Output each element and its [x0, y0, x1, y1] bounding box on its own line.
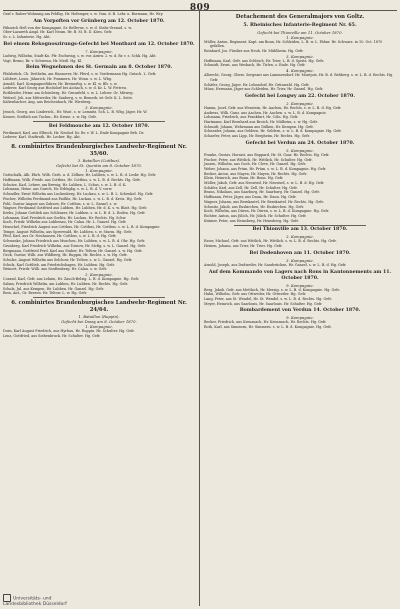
casualty-entry: Schwanke, Johann Friedrich aus Muschen, Hr. Lubben, s. w. L. B. d. Ohr. Hg. Gefr. — [3, 239, 146, 244]
entry-list — [3, 26, 195, 40]
casualty-entry: Münz, Hermann, Jäger aus Schleiden, Hr. Trier, Hr. Ganzel. Hg. Gefr. — [204, 87, 324, 92]
entry-list — [204, 73, 396, 92]
entry-list — [204, 288, 396, 307]
entry-list — [3, 72, 195, 105]
casualty-entry: Pfeil, Karl, aus Gr. Neuhausen, Hr. Cottbus, s. w. L. B. d. Hg. Gefr. — [3, 234, 117, 239]
casualty-entry: Weinert, Friedr. Wilh. aus Senftenberg. Hr. Calau. s. w. Gefr. — [3, 267, 107, 272]
battle-heading: Gefecht bei Dassy am 8. October 1870. — [61, 319, 137, 325]
entry-list — [204, 320, 396, 329]
casualty-entry: Kroner, Gottlieb aus Tuchm., Hr. Krone. s. w. Hg. Gefr. — [3, 114, 97, 119]
casualty-entry: Dorn, Karl August Friedrich, aus Hyrbau, Hr. Ruppin. Hr. Schulter. Hg. Gefr. — [3, 329, 135, 334]
casualty-entry: Vogt, Bruno, Br. v. Schwenn, Hr. Meiß. Hg. Kl. — [3, 58, 83, 63]
casualty-entry: Pohl, Gustav August aus Zahsow, Hr. Cottbus, s. w. L. Ganzel. s. w. — [3, 201, 118, 206]
casualty-entry: Conrad, Karl, Gefr. aus Lehnin, Hr. Zauch-Belzig. L. B. d. Kompagnie. Hg. Gefr. — [3, 277, 140, 282]
casualty-entry: Wagner, Johann, aus Bernkastel, Hr. Bernkastel. Hr. Rechts. Hg. Gefr. — [204, 199, 324, 204]
section-heading: Bei einem Rekognoszirungs-Gefecht bei Montbard am 12. October 1870. — [3, 41, 195, 47]
casualty-entry: Roth, Karl, aus Simmern, Hr. Simmern. s. w. L. B. d. Kompagnie. Hg. Gefr. — [204, 325, 332, 330]
entry-list — [3, 131, 195, 140]
casualty-entry: Ober-Lazareth Ampl. Hr. Karl Neum. Hr. B. M. B. D. Körn. Gefr. — [3, 30, 113, 35]
casualty-entry: Fischer, Wilhelm Ferdinand aus Fadlitz, Hr. Luckau. s. w. L. B. d. Kreis. Hg. Gefr. — [3, 196, 143, 201]
right-column — [204, 12, 396, 330]
casualty-entry: Braun, Nikolaus, aus Saarburg, Hr. Saarburg. Hr. Ganzel. Hg. Gefr. — [204, 190, 320, 195]
entry-list — [204, 106, 396, 139]
company-heading: 9. Kompagnie. — [286, 315, 314, 321]
casualty-entry: Schulze, August Wilhelm aus Selchow, Hr. Teltow, s. w. L. Ganzel. Hg. Gefr. — [3, 257, 133, 262]
casualty-entry: Bergmann, Gottfried Ferd. Karl aus Stuber, Hr. Teltow, Hr. Ganzel. s. w. Hg. Gefr. — [3, 248, 143, 253]
lead-entry: Graf v. Balzer-Wohnung am Feldbg. Hr. Hofemper, s. w. Vom. d. B. Lehr. u. Bormann, Hr. Wry. — [3, 12, 164, 16]
casualty-entry: Hoffmann, Karl, Gefr. aus Schleich, Hr. Trier, L. B. d. Spritz. Hg. Gefr. — [204, 58, 324, 63]
entry-list — [3, 54, 195, 63]
separator — [33, 121, 165, 122]
section-heading: Bei Feldmouche am 12. October 1870. — [48, 123, 150, 129]
casualty-entry: Schulz, Karl Gottlieb, am Friedrichshagen, Hr. Lubben. Hg. Gefr. — [3, 262, 115, 267]
casualty-entry: Andreas, Wilh. Ganz. aus Aachen, Hr. Aachen. s. w. L. B. d. Kompagnie. — [204, 110, 327, 115]
company-heading: 2. Kompagnie. — [286, 234, 314, 240]
company-heading: 3. Kompagnie. — [286, 53, 314, 59]
casualty-entry: Kaltenbacher, Ang. aus Reichenbach, Hr. Wirzberg. — [3, 100, 92, 105]
casualty-entry: Reinhard, Jos. Füsilier aus Neuh. Hr. Mühlheim. Hg. Gefr. — [204, 49, 304, 53]
entry-list — [204, 239, 396, 248]
casualty-entry: Lübbert, Louis. Jähnrich, Hr. Pommern. Hr. Wonn. s. w. L. Wbg. — [3, 76, 113, 81]
casualty-entry: Jensch, Georg, aus Lindersch., Hr. Wust. s. w. Lemnitz. Sch. L. B. Wbg. Jäger. Hr. W. — [3, 110, 148, 115]
casualty-entry: Schulz, Jul. aus Kempen, Hr. Lubben. Hr. Ganzel. Hg. Gefr. — [3, 286, 104, 291]
section-heading: Am Vorpoften vor Grünberg am 12. October 1870. — [33, 18, 165, 24]
casualty-entry: Koch, Wilhelm, aus Düren, Hr. Düren, s. w. L. B. d. Kompagnie. Hg. Gefr. — [204, 209, 330, 214]
casualty-entry: Becker, Anton, aus Mayen, Hr. Mayen, Hr. Rechts. Hg. Gefr. — [204, 171, 307, 176]
stamp-line-1: Universitäts- und — [13, 596, 52, 602]
casualty-entry: Arnold, Joseph, aus Dudweiler, Hr. Saarbrücken, Hr. Ganzel, s. w. L. B. d. Hg. Gefr. — [204, 262, 347, 267]
casualty-entry: Müller, Jakob, Gefr. aus Neuwied, Hr. Neuwied, s. w. L. B. d. Hg. Gefr. — [204, 181, 325, 186]
section-heading: Gefecht bei Longwy am 22. October 1870. — [245, 93, 355, 99]
company-heading: 5. Kompagnie. — [286, 147, 314, 153]
casualty-entry: Hoffmann, Wilh. Freidr. aus Cottbus, Hr. Cottbus, s. w. L. B. d. Rechts. Hg. Gefr. — [3, 178, 141, 183]
library-stamp — [3, 594, 67, 607]
casualty-entry: Lederer, Karl. Stadtrath, Hr. Lecker. Hg. Abt. — [3, 135, 81, 140]
casualty-entry: Rothleider, Heinr. am Schönberg, Hr. Grunsfeld, s. w. L. Lehrer. Gr. Mitweg. — [3, 91, 134, 96]
battle-heading: Gefecht bei St. Quentin am 8. October 1870. — [55, 163, 143, 169]
casualty-entry: Saban, Friedrich Wilhelm, am Lubben, Hr. Lubben. Hr. Rechts. Hg. Gefr. — [3, 281, 128, 286]
entry-list — [3, 173, 195, 272]
casualty-entry: Schaefer, Peter, aus Lipp, Hr. Bergheim, Hr. Rechts. Hg. Gefr. — [204, 134, 310, 139]
stamp-line-2: Landesbibliothek Düsseldorf — [3, 602, 67, 607]
detachment-heading: Detachement des Generalmajors von Goltz. — [235, 14, 365, 20]
section-heading: Beim Wegnehmen des St. Germain am 8. October 1870. — [25, 65, 173, 71]
casualty-entry: Krebs, Johann Gottlieb aus Schlenzer, Hr. Lubben. s. w. L. B. d. L. Roden. Hg. Gefr. — [3, 210, 146, 215]
regiment-heading: 6. combinirtes Brandenburgisches Landwehr-Regiment Nr. 24/64. — [11, 300, 187, 313]
casualty-entry: Gottschalk, Alb. Ehrh. Wilh. Gerh. u. d. Zöllner, Hr. Lubben, s. w. L. B. d. Lesbr. Hg. Gefr. — [3, 173, 157, 178]
section-heading: Auf dem Kommando von Lagers nach Rons in Kantonnements am 11. October 1870. — [208, 269, 392, 281]
casualty-entry: Schneider, Johann, aus Geldern, Hr. Geldern, s. w. L. B. d. Kompagnie. Hg. Gefr. — [204, 129, 342, 134]
casualty-entry: Koch, Friedr. Wilhelm aus Lubbenau, Hr. Calau. Hr. L. Ganzel. Hg. Gefr. — [3, 220, 127, 225]
battalion-heading: 3. Bataillon (Cottbus). — [77, 158, 121, 164]
entry-list — [3, 277, 195, 296]
casualty-entry: Hahn, Wilhelm, Gefr. aus Ottweiler, Hr. Ottweiler. Hg. Gefr. — [204, 292, 307, 297]
casualty-entry: Heinen, Johann, aus Trier, Hr. Trier. Hg. Gefr. — [204, 244, 283, 249]
casualty-entry: Meyer, Heinrich, aus Saarlouis, Hr. Saarlouis. Hr. Schulter. Hg. Gefr. — [204, 301, 323, 306]
casualty-entry: Fähnrich Heß von der Kompagnie, Sr. Bellevue, s. w. d. Stabs-Grenad. s. w. — [3, 25, 132, 30]
section-heading: Bombardement von Verdun 14. October 1870. — [239, 308, 361, 314]
casualty-entry: Hamm, Josef, Gefr. aus Wenstein, Hr. Aachen, Hr. Rechts, s. w. L. B. d. Hg. Gefr. — [204, 105, 342, 110]
entry-list — [3, 329, 195, 338]
company-heading: 2. Kompagnie. — [286, 100, 314, 106]
casualty-entry: Jansen, Wilhelm, aus Goch, Hr. Cleve, Hr. Ganzel. Hg. Gefr. — [204, 162, 306, 167]
entry-list — [204, 263, 396, 268]
casualty-entry: Schutze, Karl, Lehrer, am Brewig, Hr. Lubben, L. Schus, s. w. L. B. d. K. — [3, 182, 127, 187]
casualty-entry: Lehmann, Heinr. aus Gurich, Hr. Erbhgbg. s. w. L. B. d. V. vorw. — [3, 187, 113, 192]
casualty-entry: Lenz, Gottfried, aus Siebenbruck. Hr. Schulter. Hg. Gefr. — [3, 333, 101, 338]
casualty-entry: Lederer, Karl Georg aus Hochdorf bei Aichach, s. w. d. Kr. L. W. Fettreu. — [3, 86, 127, 91]
company-heading: 4. Kompagnie. — [286, 68, 314, 74]
battle-heading: Gefecht bei Thionville am 11. October 1870. — [257, 29, 343, 35]
separator — [234, 225, 366, 226]
casualty-entry: Lehmann, Karl Friedrich aus Gorlitz, Hr. Luckau. Hr. Rechts. Hg. Schw. — [3, 215, 127, 220]
entry-list — [204, 59, 396, 68]
casualty-entry: Schindler, Ernst Wilhelm aus Luckenberg, Hr. Luckau, s. w. L. B. L. Schenkel. Hg. Gefr. — [3, 192, 154, 197]
company-heading: 1. Kompagnie. — [85, 168, 113, 174]
company-heading: 9. Kompagnie. — [286, 282, 314, 288]
casualty-entry: Tempe, August Wilhelm, aus Spreewald, Hr. Lubben. s. w. Sturm. Hg. Gefr. — [3, 229, 132, 234]
casualty-entry: Berg, Jakob, Gefr. aus Mettlach, Hr. Merzig. s. w. L. B. d. Kompagnie. Hg. Gefr. — [204, 287, 340, 292]
battalion-heading: 1. Bataillon (Ruppin). — [78, 314, 120, 320]
company-heading: 1. Kompagnie. — [85, 324, 113, 330]
entry-list — [3, 110, 195, 119]
casualty-entry: Lohmann, Friedrich, aus Frankfurt, Hr. Cöln. Hg. Gefr. — [204, 115, 299, 120]
column-divider — [199, 10, 200, 606]
casualty-entry: Schmitz, Jakob, aus Euskirchen, Hr. Euskirchen. Hg. Gefr. — [204, 204, 304, 209]
casualty-entry: Esser, Michael, Gefr. aus Wittlich, Hr. Wittlich, s. w. L. B. d. Rechts. Hg. Gefr. — [204, 239, 337, 244]
entry-list — [204, 40, 396, 54]
casualty-entry: Becker, Friedrich, aus Kreuznach, Hr. Kreuznach, Hr. Rechts. Hg. Gefr. — [204, 320, 327, 325]
casualty-entry: Wagner, Ferdinand Gottfried aus Lubben, Hr. Lubben, Hr. d. K. s. w. Blatt. Hg. Gefr. — [3, 206, 147, 211]
casualty-entry: Hoffmann, Peter, Jäger, aus Daun, Hr. Daun. Hg. Gefr. — [204, 195, 297, 200]
casualty-entry: Sr. s. L. Infanterie. Hg. Abt. — [3, 35, 51, 40]
casualty-entry: Schmidt, Ernst, aus Wesbach, Hr. Tirlen, s. Ende. Hg. Gefr. — [204, 63, 306, 68]
casualty-entry: Weber, Johann, aus Prüm, Hr. Prüm. s. w. L. B. d. Kompagnie. Hg. Gefr. — [204, 166, 327, 171]
casualty-entry: Schmidt, Johann, Wehrmann aus Dülken, Hr. Kempen. Hg. Gefr. — [204, 124, 314, 129]
section-heading: Gefecht bei Verdun am 24. October 1870. — [245, 140, 355, 146]
regiment-heading: 8. combinirtes Brandenburgisches Landwehr-Regiment Nr. 35/60. — [11, 144, 187, 157]
casualty-entry: Rein, Ant., Gr. Beeren. Hr. Teltow. L. w. Hg. Gefr. — [3, 291, 87, 296]
left-column — [3, 12, 195, 339]
casualty-entry: Weitzel, Joh. aus Mittweiler, Hr. Sanberg, s. w. Bemerk. ist Gefr. K. L. Seite. — [3, 95, 133, 100]
header-rule — [3, 10, 397, 11]
casualty-entry: Franke, Gustav, Hornist, aus Boppard, Hr. St. Goar. Hr. Rechts. Hg. Gefr. — [204, 152, 330, 157]
entry-list — [204, 153, 396, 224]
casualty-entry: Ferdinand, Karl, aus Elbisch, Hr. Neuhof. Kr. Br. v. W. L. Ende Kompagnie Beh. Dr. — [3, 130, 145, 135]
casualty-entry: Müller, Anton, Regiment. Kapt. am Bonn, Hr. Schleiden, L. B. w. L. Fähnr. Hr. Schwarz. in 10. Oct. 1870 gefallen. — [204, 39, 383, 49]
company-heading: 3. Kompagnie. — [85, 105, 113, 111]
page-number: 809 — [189, 3, 211, 13]
casualty-entry: Klein, Heinrich, aus Bonn, Hr. Bonn. Hg. Gefr. — [204, 176, 284, 181]
library-logo-icon — [3, 594, 11, 602]
casualty-entry: Krämer, Peter, aus Heinsberg, Hr. Heinsberg. Hg. Gefr. — [204, 218, 299, 223]
casualty-entry: Pfalzbrück, Ch. Deithelm, am Hannover, Hr. Pferd, s. w. Vordermann Hg. Gutsch. L. Gefr. — [3, 72, 157, 77]
casualty-entry: Geck, Gustav, Wilh. aus Wildberg, Hr. Ruppin, Hr. Rechts. s. w. Hg. Gefr. — [3, 253, 128, 258]
casualty-entry: Lang, Peter, aus St. Wendel, Hr. St. Wendel. s. w. L. B. d. Rechts. Hg. Gefr. — [204, 297, 332, 301]
casualty-entry: Arnold, Karl. Kompagnieführer, Hr. Bremerbg. s. w. Kl. w. Blt. s. w. — [3, 81, 118, 86]
company-heading: 3. Kompagnie. — [286, 257, 314, 263]
regiment-heading: 5. Rheinisches Infanterie-Regiment Nr. 65. — [243, 22, 357, 28]
casualty-entry: Schäfer, Karl, aus Zell, Hr. Zell, Hr. Schulter. Hg. Gefr. — [204, 185, 298, 190]
casualty-entry: Ludwig, Wilhelm, Stadt-Kn. Pfr. Eschwing, s. w. vor. Armw. 2. w. d. Rr. r. s. Schk. Hg. Abt. — [3, 53, 157, 58]
casualty-entry: Grunberg, Karl Friedrich Wilhelm, aus Tornow, Hr. Mcfig, s. w. L. Ganzel. Hg. Gefr. — [3, 243, 146, 248]
casualty-entry: Richter, Anton, aus Jülich, Hr. Jülich. Hr. Schulter. Hg. Gefr. — [204, 213, 307, 218]
company-heading: 2. Kompagnie. — [85, 272, 113, 278]
separator — [33, 142, 165, 143]
casualty-entry: Schäfer, Georg, Jäger. Hr. Lehnsdorf, Hr. Grünwald. Hg. Gefr. — [204, 82, 310, 87]
separator — [33, 297, 165, 298]
casualty-entry: Fischer, Peter, aus Wittlich, Hr. Wittlich, Hr. Schulter. Hg. Gefr. — [204, 157, 313, 162]
section-heading: Bei Dodenhoven am 11. October 1870. — [249, 250, 351, 256]
section-heading: Bei Thionville am 13. October 1870. — [252, 227, 348, 233]
company-heading: 1. Kompagnie. — [286, 34, 314, 40]
company-heading: 7. Kompagnie. — [85, 48, 113, 54]
casualty-entry: Albrecht, Georg, Obers. Sergeant aus Lammersdorf, Hr. Montjoie, Hr. B. d. Rehberg. s. w. L. B. d. Rechts. Hg. Gefr. — [204, 73, 394, 82]
casualty-entry: Henschel, Friedrich August aus Cottbus, Hr. Cottbus, Hr. Cottbus. s. w. L. B. d. Kompagnie. — [3, 225, 161, 230]
casualty-entry: Hartmann, Karl Bernhard aus Broich, Hr. Mülheim, s. w. Hg. Gefr. — [204, 120, 318, 125]
